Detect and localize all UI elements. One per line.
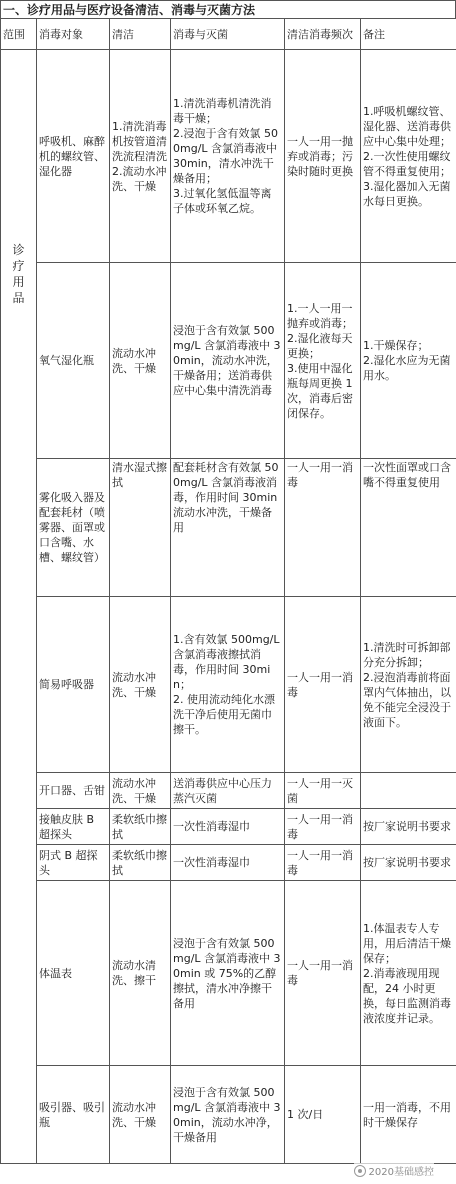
cell-frequency: 一人一用一消毒 (285, 881, 361, 1066)
table-row (1, 597, 456, 773)
cell-clean: 流动水冲洗、干燥 (110, 597, 171, 773)
cell-note: 按厂家说明书要求 (361, 845, 456, 881)
cell-object: 开口器、舌钳 (37, 773, 110, 809)
cell-disinfect: 1.清洗消毒机清洗消毒干燥； 2.浸泡于含有效氯 500mg/L 含氯消毒液中 30min，清水冲洗干燥备用； 3.过氧化氢低温等离子体或环氧乙烷。 (171, 50, 285, 263)
cell-disinfect: 浸泡于含有效氯 500mg/L 含氯消毒液中 30min 或 75%的乙醇擦拭，清水冲净擦干备用 (171, 881, 285, 1066)
watermark-text: 2020基础感控 (368, 1167, 434, 1178)
table-row (1, 50, 456, 263)
cell-frequency: 一人一用一消毒 (285, 597, 361, 773)
table-row (1, 845, 456, 881)
cell-clean: 柔软纸巾擦拭 (110, 809, 171, 845)
cell-clean: 流动水冲洗、干燥 (110, 773, 171, 809)
cell-clean: 清水湿式擦拭 (110, 459, 171, 597)
cell-frequency: 1 次/日 (285, 1066, 361, 1164)
cell-object: 简易呼吸器 (37, 597, 110, 773)
wechat-icon (354, 1165, 366, 1177)
cell-disinfect: 1.含有效氯 500mg/L 含氯消毒液擦拭消毒，作用时间 30min； 2. 使用流动纯化水漂洗干净后使用无菌巾擦干。 (171, 597, 285, 773)
cell-note (361, 773, 456, 809)
table-row (1, 459, 456, 597)
cell-frequency: 一人一用一消毒 (285, 809, 361, 845)
cell-disinfect: 一次性消毒湿巾 (171, 809, 285, 845)
header-note: 备注 (361, 19, 456, 50)
cell-note: 一次性面罩或口含嘴不得重复使用 (361, 459, 456, 597)
cell-note: 1.清洗时可拆卸部分充分拆卸； 2.浸泡消毒前将面罩内气体抽出，以免不能完全浸没于液面下。 (361, 597, 456, 773)
range-cell (1, 50, 37, 1164)
header-range: 范围 (1, 19, 37, 50)
cell-frequency: 1.一人一用一抛弃或消毒； 2.湿化液每天更换； 3.使用中湿化瓶每周更换 1 次，消毒后密闭保存。 (285, 263, 361, 459)
section-title: 一、诊疗用品与医疗设备清洁、消毒与灭菌方法 (0, 0, 456, 18)
table-row (1, 809, 456, 845)
table-row (1, 773, 456, 809)
cell-object: 呼吸机、麻醉机的螺纹管、湿化器 (37, 50, 110, 263)
header-row (1, 19, 456, 50)
cell-frequency: 一人一用一抛弃或消毒；污染时随时更换 (285, 50, 361, 263)
cell-clean: 1.清洗消毒机按管道清洗流程清洗 2.流动水冲洗、干燥 (110, 50, 171, 263)
cell-note: 1.干燥保存； 2.湿化水应为无菌用水。 (361, 263, 456, 459)
cell-note: 1.呼吸机螺纹管、湿化器、送消毒供应中心集中处理； 2.一次性使用螺纹管不得重复使用； 3.湿化器加入无菌水每日更换。 (361, 50, 456, 263)
cell-clean: 流动水冲洗、干燥 (110, 263, 171, 459)
header-disinfect: 消毒与灭菌 (171, 19, 285, 50)
cell-frequency: 一人一用一灭菌 (285, 773, 361, 809)
cell-frequency: 一人一用一消毒 (285, 459, 361, 597)
cell-clean: 柔软纸巾擦拭 (110, 845, 171, 881)
watermark (354, 1163, 434, 1178)
cell-object: 接触皮肤 B 超探头 (37, 809, 110, 845)
header-clean: 清洁 (110, 19, 171, 50)
header-object: 消毒对象 (37, 19, 110, 50)
cell-disinfect: 浸泡于含有效氯 500mg/L 含氯消毒液中 30min，流动水冲洗，干燥备用；送消毒供应中心集中清洗消毒 (171, 263, 285, 459)
table-row (1, 881, 456, 1066)
disinfection-table (0, 18, 456, 1164)
cell-disinfect: 配套耗材含有效氯 500mg/L 含氯消毒液消毒，作用时间 30min 流动水冲洗，干燥备用 (171, 459, 285, 597)
range-label: 诊疗用品 (12, 243, 25, 305)
cell-clean: 流动水清洗、擦干 (110, 881, 171, 1066)
table-row (1, 1066, 456, 1164)
cell-note: 按厂家说明书要求 (361, 809, 456, 845)
cell-object: 氧气湿化瓶 (37, 263, 110, 459)
cell-object: 阴式 B 超探头 (37, 845, 110, 881)
header-frequency: 清洁消毒频次 (285, 19, 361, 50)
table-row (1, 263, 456, 459)
cell-object: 体温表 (37, 881, 110, 1066)
cell-disinfect: 浸泡于含有效氯 500mg/L 含氯消毒液中 30min，流动水冲净，干燥备用 (171, 1066, 285, 1164)
cell-object: 吸引器、吸引瓶 (37, 1066, 110, 1164)
cell-note: 1.体温表专人专用，用后清洁干燥保存； 2.消毒液现用现配，24 小时更换，每日监测消毒液浓度并记录。 (361, 881, 456, 1066)
cell-object: 雾化吸入器及配套耗材（喷雾器、面罩或口含嘴、水槽、螺纹管） (37, 459, 110, 597)
cell-disinfect: 送消毒供应中心压力蒸汽灭菌 (171, 773, 285, 809)
cell-note: 一用一消毒，不用时干燥保存 (361, 1066, 456, 1164)
cell-frequency: 一人一用一消毒 (285, 845, 361, 881)
cell-disinfect: 一次性消毒湿巾 (171, 845, 285, 881)
cell-clean: 流动水冲洗、干燥 (110, 1066, 171, 1164)
